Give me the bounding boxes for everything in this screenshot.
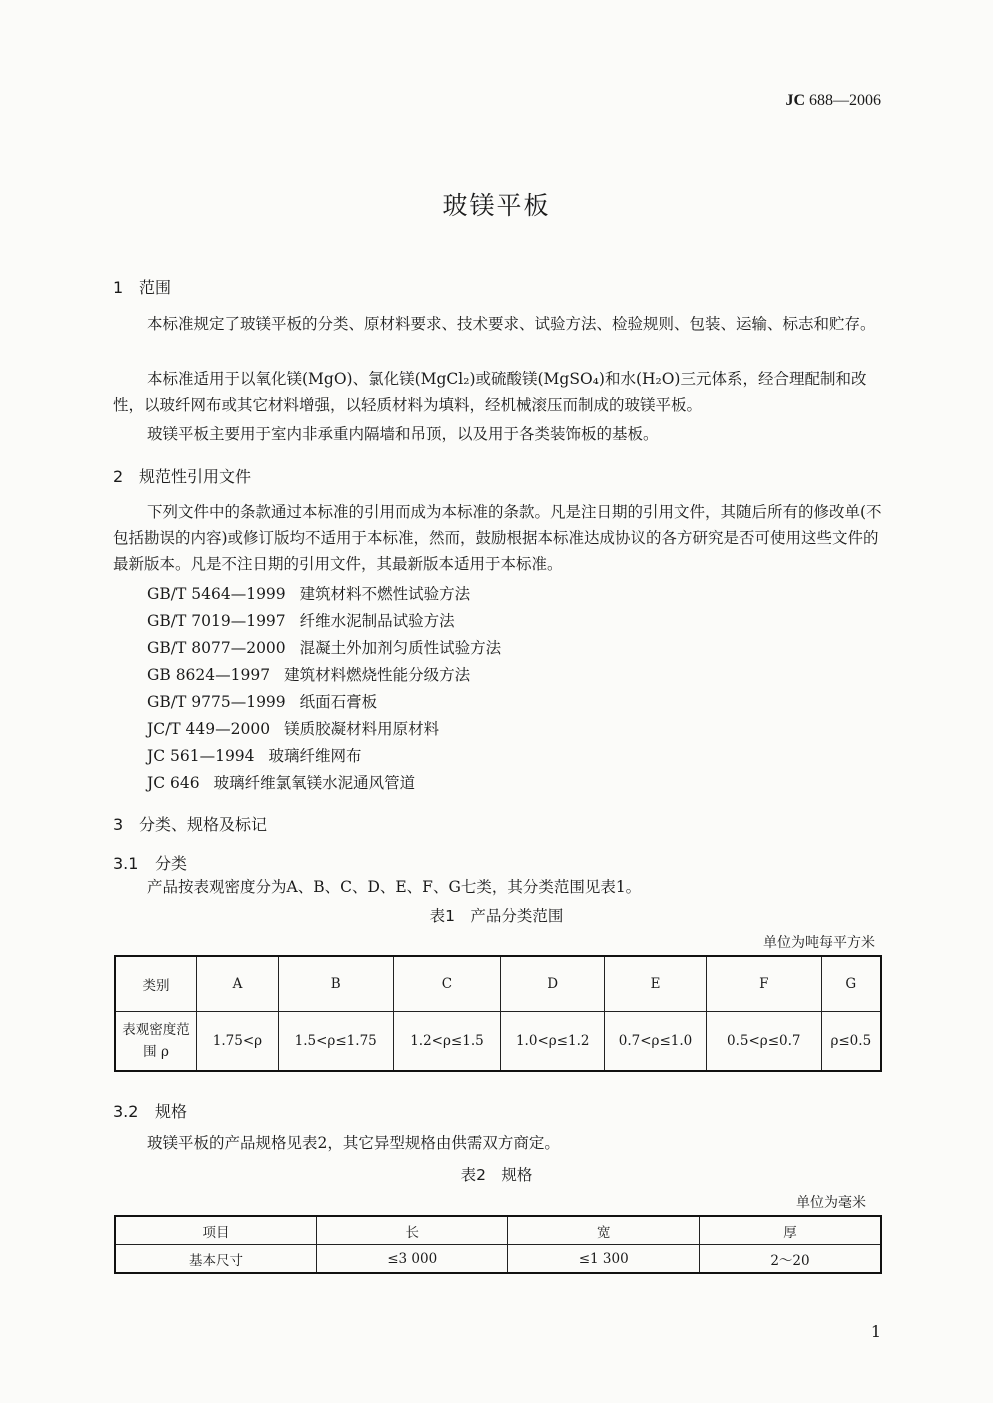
table-cell: 2～20 xyxy=(699,1245,881,1274)
section-title: 规范性引用文件 xyxy=(139,467,252,486)
section-number: 3 xyxy=(113,815,124,834)
reference-item xyxy=(147,690,377,712)
reference-item xyxy=(147,771,415,793)
table-row-label: 表观密度范围 ρ xyxy=(115,1012,197,1072)
table-row xyxy=(115,1216,881,1245)
table-2-unit: 单位为毫米 xyxy=(796,1195,866,1211)
table-header-cell: D xyxy=(501,956,605,1012)
standard-code xyxy=(785,92,881,110)
standard-code-prefix: JC xyxy=(785,92,805,109)
table-cell: 1.75<ρ xyxy=(197,1012,279,1072)
section-3-1-text: 产品按表观密度分为A、B、C、D、E、F、G七类，其分类范围见表1。 xyxy=(147,878,642,896)
reference-item xyxy=(147,609,455,631)
document-title: 玻镁平板 xyxy=(442,191,551,220)
reference-title: 建筑材料燃烧性能分级方法 xyxy=(284,666,471,684)
reference-title: 玻璃纤维氯氧镁水泥通风管道 xyxy=(213,774,416,792)
page-number: 1 xyxy=(870,1322,881,1341)
table-1 xyxy=(114,955,882,1072)
section-1-paragraph-3: 玻镁平板主要用于室内非承重内隔墙和吊顶，以及用于各类装饰板的基板。 xyxy=(147,425,659,443)
reference-code: JC 646 xyxy=(147,774,200,792)
table-cell: 1.0<ρ≤1.2 xyxy=(501,1012,605,1072)
reference-code: GB/T 7019—1997 xyxy=(147,612,286,630)
reference-code: GB/T 8077—2000 xyxy=(147,639,286,657)
table-cell: 0.7<ρ≤1.0 xyxy=(605,1012,707,1072)
table-header-cell: 长 xyxy=(316,1216,508,1245)
reference-code: GB 8624—1997 xyxy=(147,666,271,684)
standard-code-number: 688—2006 xyxy=(805,92,881,109)
table-cell: ρ≤0.5 xyxy=(821,1012,881,1072)
table-cell: 0.5<ρ≤0.7 xyxy=(706,1012,821,1072)
table-1-caption: 表1 产品分类范围 xyxy=(429,907,564,925)
table-cell: ≤3 000 xyxy=(316,1245,508,1274)
reference-title: 镁质胶凝材料用原材料 xyxy=(284,720,440,738)
subsection-number: 3.1 xyxy=(113,854,139,873)
table-cell: ≤1 300 xyxy=(508,1245,700,1274)
reference-code: GB/T 9775—1999 xyxy=(147,693,286,711)
reference-item xyxy=(147,663,470,685)
reference-item xyxy=(147,717,439,739)
table-header-cell: G xyxy=(821,956,881,1012)
section-title: 分类、规格及标记 xyxy=(139,815,268,834)
section-1-paragraph-1: 本标准规定了玻镁平板的分类、原材料要求、技术要求、试验方法、检验规则、包装、运输、标志和贮存。 xyxy=(147,315,876,333)
section-3-heading xyxy=(113,812,267,835)
table-header-cell: B xyxy=(278,956,393,1012)
reference-title: 玻璃纤维网布 xyxy=(268,747,362,765)
reference-item xyxy=(147,636,501,658)
reference-title: 建筑材料不燃性试验方法 xyxy=(299,585,471,603)
subsection-title: 分类 xyxy=(155,854,188,873)
table-header-cell: E xyxy=(605,956,707,1012)
reference-code: GB/T 5464—1999 xyxy=(147,585,286,603)
table-cell: 基本尺寸 xyxy=(115,1245,316,1274)
section-3-1-heading xyxy=(113,851,187,874)
table-2 xyxy=(114,1215,882,1274)
reference-code: JC 561—1994 xyxy=(147,747,255,765)
section-3-2-text: 玻镁平板的产品规格见表2，其它异型规格由供需双方商定。 xyxy=(147,1134,560,1152)
section-title: 范围 xyxy=(139,278,172,297)
reference-code: JC/T 449—2000 xyxy=(147,720,271,738)
reference-item xyxy=(147,744,362,766)
table-row xyxy=(115,1245,881,1274)
table-1-unit: 单位为吨每平方米 xyxy=(763,935,875,951)
table-row xyxy=(115,956,881,1012)
reference-item xyxy=(147,582,470,604)
reference-title: 纤维水泥制品试验方法 xyxy=(299,612,455,630)
table-header-cell: C xyxy=(393,956,501,1012)
section-2-intro: 下列文件中的条款通过本标准的引用而成为本标准的条款。凡是注日期的引用文件，其随后所有的修改单(不包括勘误的内容)或修订版均不适用于本标准，然而，鼓励根据本标准达成协议的各方研究是否可使用这些文件的最新版本。凡是不注日期的引用文件，其最新版本适用于本标准。 xyxy=(113,503,882,573)
table-cell: 1.2<ρ≤1.5 xyxy=(393,1012,501,1072)
section-number: 2 xyxy=(113,467,124,486)
section-2-heading xyxy=(113,464,251,487)
table-header-cell: 项目 xyxy=(115,1216,316,1245)
section-3-2-heading xyxy=(113,1099,187,1122)
section-1-paragraph-2: 本标准适用于以氧化镁(MgO)、氯化镁(MgCl₂)或硫酸镁(MgSO₄)和水(H₂O)三元体系，经合理配制和改性，以玻纤网布或其它材料增强，以轻质材料为填料，经机械滚压而制成的玻镁平板。 xyxy=(113,370,867,414)
section-1-heading xyxy=(113,275,171,298)
table-row xyxy=(115,1012,881,1072)
table-header-cell: 类别 xyxy=(115,956,197,1012)
table-header-cell: 宽 xyxy=(508,1216,700,1245)
table-header-cell: F xyxy=(706,956,821,1012)
section-number: 1 xyxy=(113,278,124,297)
table-header-cell: A xyxy=(197,956,279,1012)
subsection-title: 规格 xyxy=(155,1102,188,1121)
reference-title: 混凝土外加剂匀质性试验方法 xyxy=(299,639,502,657)
subsection-number: 3.2 xyxy=(113,1102,139,1121)
table-2-caption: 表2 规格 xyxy=(460,1166,533,1184)
table-header-cell: 厚 xyxy=(699,1216,881,1245)
table-cell: 1.5<ρ≤1.75 xyxy=(278,1012,393,1072)
reference-title: 纸面石膏板 xyxy=(299,693,378,711)
